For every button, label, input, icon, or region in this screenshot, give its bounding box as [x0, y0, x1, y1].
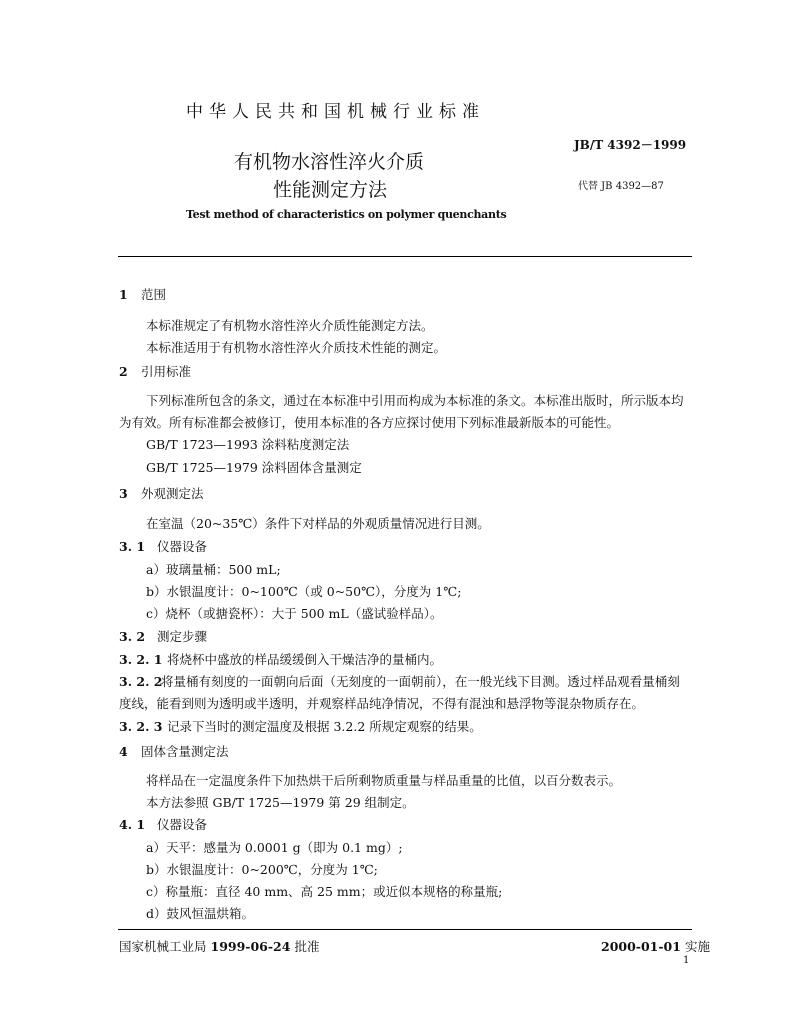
- clause-number: 3. 2. 2: [119, 674, 163, 689]
- paragraph-line: 下列标准所包含的条文，通过在本标准中引用而构成为本标准的条文。本标准出版时，所示版本均: [146, 393, 684, 408]
- section-number: 2: [119, 364, 128, 379]
- section-number: 3: [119, 486, 128, 501]
- list-item: b）水银温度计：0~200℃，分度为 1℃;: [146, 862, 378, 877]
- reference-item: GB/T 1725—1979 涂料固体含量测定: [146, 460, 362, 475]
- list-item: c）烧杯（或搪瓷杯）：大于 500 mL（盛试验样品）。: [146, 606, 443, 621]
- section-number: 4. 1: [119, 817, 146, 832]
- header-divider: [118, 256, 692, 257]
- section-number: 4: [119, 744, 128, 759]
- section-number: 3. 2: [119, 629, 146, 644]
- list-item: b）水银温度计：0~100℃（或 0~50℃），分度为 1℃;: [146, 584, 462, 599]
- implementation-info: [601, 937, 710, 955]
- clause-3-2-3: [119, 717, 482, 735]
- page-number: 1: [683, 955, 690, 966]
- list-item: a）玻璃量桶：500 mL;: [146, 562, 281, 577]
- clause-3-2-2: [119, 672, 680, 690]
- paragraph: 本标准规定了有机物水溶性淬火介质性能测定方法。: [146, 318, 434, 333]
- paragraph: 在室温（20~35℃）条件下对样品的外观质量情况进行目测。: [146, 516, 490, 531]
- clause-number: 3. 2. 3: [119, 719, 163, 734]
- title-english: Test method of characteristics on polymer quenchants: [186, 208, 507, 221]
- section-title: 外观测定法: [141, 486, 204, 501]
- list-item: a）天平：感量为 0.0001 g（即为 0.1 mg）;: [146, 840, 403, 855]
- section-title: 仪器设备: [157, 817, 208, 832]
- paragraph: 本标准适用于有机物水溶性淬火介质技术性能的测定。: [146, 340, 447, 355]
- clause-text-continued: 度线，能看到则为透明或半透明，并观察样品纯净情况，不得有混浊和悬浮物等混杂物质存在。: [119, 696, 645, 711]
- section-4-heading: [119, 742, 229, 760]
- section-title: 范围: [141, 287, 167, 302]
- approval-info: [119, 937, 319, 955]
- clause-number: 3. 2. 1: [119, 652, 163, 667]
- list-item: d）鼓风恒温烘箱。: [146, 906, 255, 921]
- subsection-4-1-heading: [119, 815, 207, 833]
- subsection-3-1-heading: [119, 537, 207, 555]
- section-title: 测定步骤: [157, 629, 208, 644]
- approval-label: 批准: [294, 939, 320, 954]
- issuing-authority: 国家机械工业局: [119, 939, 207, 954]
- approval-date: 1999-06-24: [210, 939, 291, 954]
- section-title: 仪器设备: [157, 539, 208, 554]
- implementation-label: 实施: [684, 939, 710, 954]
- section-title: 固体含量测定法: [141, 744, 229, 759]
- implementation-date: 2000-01-01: [601, 939, 681, 954]
- section-1-heading: [119, 285, 166, 303]
- title-chinese-line2: 性能测定方法: [273, 179, 388, 201]
- clause-text: 记录下当时的测定温度及根据 3.2.2 所规定观察的结果。: [167, 719, 482, 734]
- title-chinese-line1: 有机物水溶性淬火介质: [234, 151, 425, 173]
- footer-divider: [118, 929, 692, 930]
- clause-3-2-1: [119, 650, 442, 668]
- standard-category-header: 中华人民共和国机械行业标准: [186, 102, 485, 122]
- section-number: 1: [119, 287, 128, 302]
- paragraph: 本方法参照 GB/T 1725—1979 第 29 组制定。: [146, 795, 415, 810]
- section-3-heading: [119, 484, 204, 502]
- subsection-3-2-heading: [119, 627, 207, 645]
- section-number: 3. 1: [119, 539, 146, 554]
- clause-text: 将烧杯中盛放的样品缓缓倒入干燥洁净的量桶内。: [167, 652, 443, 667]
- section-2-heading: [119, 362, 191, 380]
- standard-number: JB/T 4392－1999: [574, 138, 687, 152]
- list-item: c）称量瓶：直径 40 mm、高 25 mm；或近似本规格的称量瓶;: [146, 884, 503, 899]
- paragraph: 将样品在一定温度条件下加热烘干后所剩物质重量与样品重量的比值，以百分数表示。: [146, 773, 622, 788]
- clause-text: 将量桶有刻度的一面朝向后面（无刻度的一面朝前），在一般光线下目测。透过样品观看量桶刻: [161, 674, 680, 689]
- section-title: 引用标准: [141, 364, 192, 379]
- reference-item: GB/T 1723—1993 涂料粘度测定法: [146, 437, 350, 452]
- replaces-standard: 代替 JB 4392—87: [578, 181, 664, 192]
- paragraph-line: 为有效。所有标准都会被修订，使用本标准的各方应探讨使用下列标准最新版本的可能性。: [119, 415, 620, 430]
